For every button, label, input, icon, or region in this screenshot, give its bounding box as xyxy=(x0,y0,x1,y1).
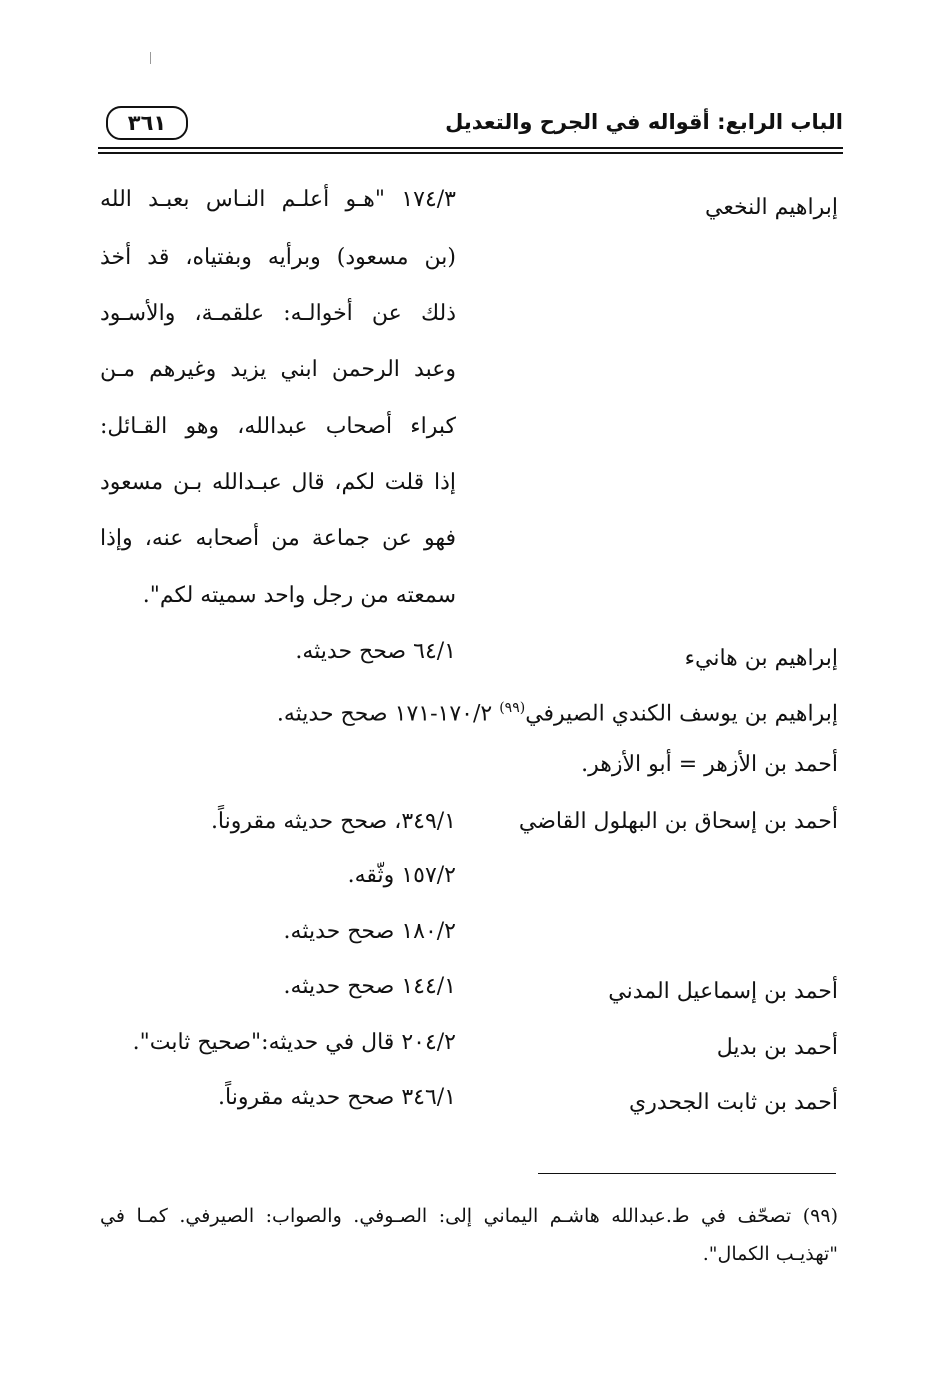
chapter-title: الباب الرابع: أقواله في الجرح والتعديل xyxy=(445,110,843,134)
entry-full-line: أحمد بن الأزهر = أبو الأزهر. xyxy=(581,752,838,777)
entry-ref: ٢٠٤/٢ قال في حديثه:"صحيح ثابت". xyxy=(132,1030,456,1055)
entry-full-line xyxy=(277,692,838,730)
entry-text-line: وعبد الرحمن ابني يزيد وغيرهم مـن xyxy=(100,357,456,382)
entry-ref: ١٨٠/٢ صحح حديثه. xyxy=(283,919,456,944)
entry-name: إبراهيم النخعي xyxy=(705,195,838,220)
entry-name: أحمد بن بديل xyxy=(716,1035,838,1060)
entry-text-line: ذلك عن أخوالـه: علقمـة، والأسـود xyxy=(100,301,456,326)
entry-name: إبراهيم بن يوسف الكندي الصيرفي xyxy=(525,701,838,727)
entry-name: إبراهيم بن هانيء xyxy=(684,646,838,671)
page-header xyxy=(98,102,843,146)
entry-name: أحمد بن إسحاق بن البهلول القاضي xyxy=(518,809,838,834)
entry-ref: ٣٤٦/١ صحح حديثه مقروناً. xyxy=(218,1085,456,1110)
entry-text-line: كبراء أصحاب عبدالله، وهو القـائل: xyxy=(100,414,456,439)
entry-text-line: ١٧٤/٣ "هـو أعلـم النـاس بعبـد الله xyxy=(100,187,456,212)
page-number: ٣٦١ xyxy=(106,106,188,140)
scan-mark xyxy=(150,52,151,64)
entry-ref: ٣٤٩/١، صحح حديثه مقروناً. xyxy=(210,809,456,834)
footnote: (٩٩) تصحّف في ط.عبدالله هاشـم اليماني إلى: الصـوفي. والصواب: الصيرفي. كمـا في "تهذيـب الكمال". xyxy=(100,1205,838,1265)
header-rule-thin xyxy=(98,152,843,154)
footnote-separator xyxy=(538,1173,836,1174)
entry-ref: ٦٤/١ صحح حديثه. xyxy=(295,639,456,664)
entry-text-line: إذا قلت لكم، قال عبـدالله بـن مسعود xyxy=(100,470,456,495)
entry-name: أحمد بن ثابت الجحدري xyxy=(629,1090,838,1115)
entry-text-line: (بن مسعود) وبرأيه وبفتياه، قد أخذ xyxy=(100,245,456,270)
entry-ref: ١٧٠/٢-١٧١ صحح حديثه. xyxy=(276,701,500,727)
entry-ref: ١٤٤/١ صحح حديثه. xyxy=(283,974,456,999)
footnote-marker: (٩٩) xyxy=(499,700,526,716)
entry-text-line: فهو عن جماعة من أصحابه عنه، وإذا xyxy=(100,526,456,551)
entry-name: أحمد بن إسماعيل المدني xyxy=(608,979,838,1004)
header-rule-thick xyxy=(98,147,843,149)
entry-text-line: سمعته من رجل واحد سميته لكم". xyxy=(142,583,456,608)
entry-ref: ١٥٧/٢ وثّقه. xyxy=(347,863,456,888)
